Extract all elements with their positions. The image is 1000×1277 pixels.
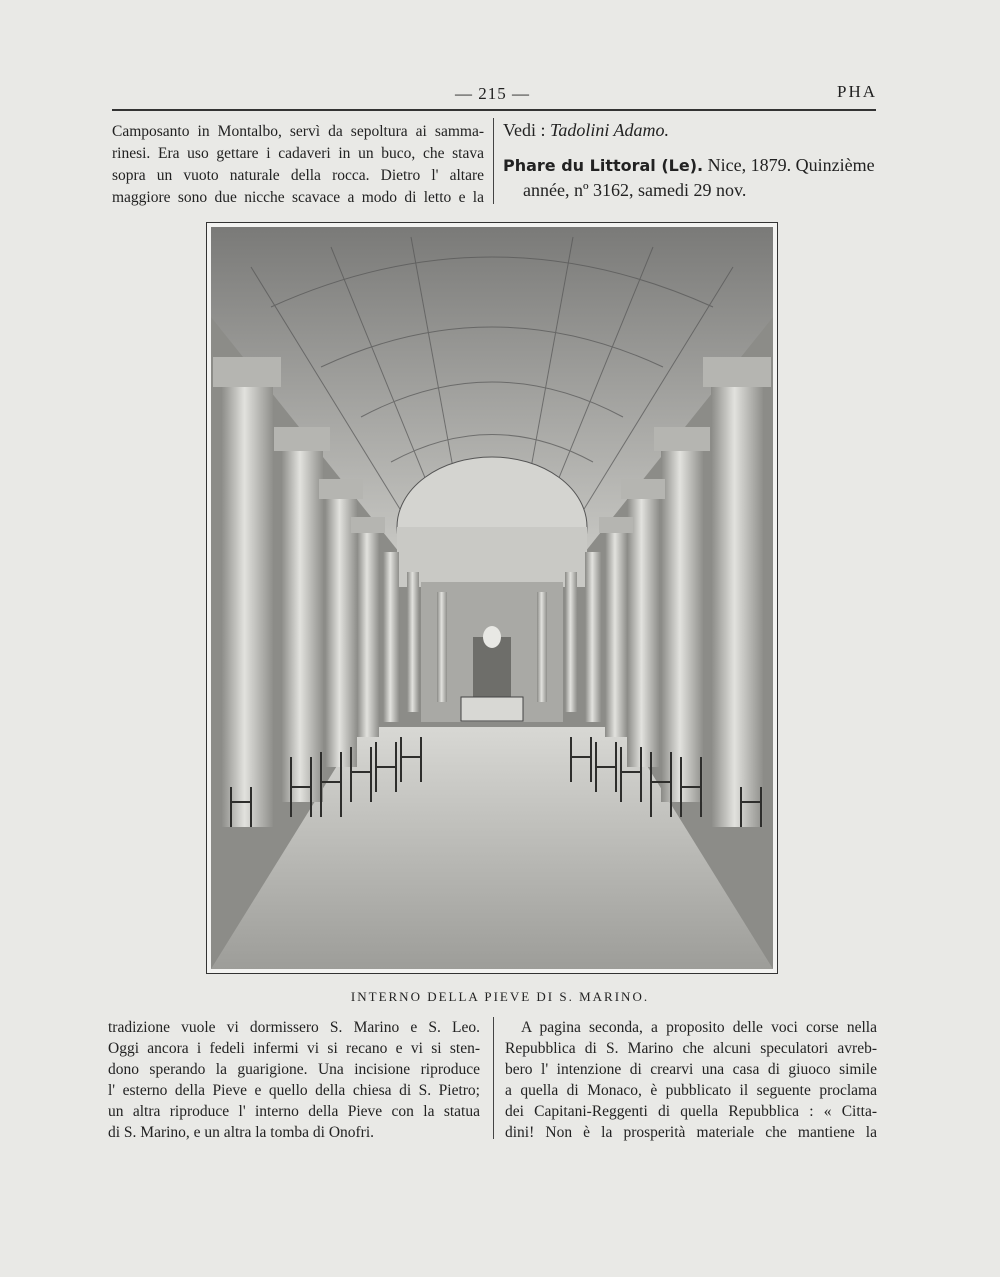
page-number: — 215 — (455, 84, 530, 103)
header-rule (112, 109, 876, 111)
bottom-left-column (108, 1017, 480, 1143)
text-line: maggiore sono due nicche scavace a modo di letto e la (112, 189, 484, 206)
bibliography-entry (503, 153, 876, 202)
text-line: rinesi. Era uso gettare i cadaveri in un buco, che stava (112, 145, 484, 162)
figure-caption: INTERNO DELLA PIEVE DI S. MARINO. (350, 989, 650, 1004)
text-line: dono sperando la guarigione. Una incisione riproduce (108, 1061, 480, 1078)
church-interior-photo (206, 222, 778, 974)
nave-engraving (211, 227, 773, 969)
top-left-column (112, 121, 484, 209)
text-line: sopra un vuoto naturale della rocca. Dietro l' altare (112, 167, 484, 184)
running-head: PHA (837, 82, 878, 101)
text-line: l' esterno della Pieve e quello della chiesa di S. Pietro; (108, 1082, 480, 1099)
vedi-reference: Tadolini Adamo. (550, 120, 670, 140)
text-line: un altra riproduce l' interno della Pieve con la statua (108, 1103, 480, 1120)
top-right-column (503, 118, 876, 202)
text-line: dei Capitani-Reggenti di quella Repubblica : « Citta- (505, 1103, 877, 1120)
text-line: bero l' intenzione di crearvi una casa di giuoco simile (505, 1061, 877, 1078)
column-rule-top (493, 118, 494, 204)
text-line: Oggi ancora i fedeli infermi vi si recano e vi si sten- (108, 1040, 480, 1057)
text-line: Camposanto in Montalbo, servì da sepoltura ai samma- (112, 123, 484, 140)
column-rule-bottom (493, 1017, 494, 1139)
text-line: Repubblica di S. Marino che alcuni speculatori avreb- (505, 1040, 877, 1057)
entry-line-2: année, nº 3162, samedi 29 nov. (523, 180, 747, 200)
bottom-right-column (505, 1017, 877, 1143)
cross-reference (503, 118, 876, 142)
text-line: a quella di Monaco, è pubblicato il seguente proclama (505, 1082, 877, 1099)
entry-line-1: Nice, 1879. Quinzième (703, 155, 875, 175)
vedi-prefix: Vedi : (503, 120, 550, 140)
text-line: tradizione vuole vi dormissero S. Marino e S. Leo. (108, 1019, 480, 1036)
text-line: di S. Marino, e un altra la tomba di Onofri. (108, 1124, 375, 1141)
text-line: dini! Non è la prosperità materiale che mantiene la (505, 1124, 877, 1141)
text-line: A pagina seconda, a proposito delle voci corse nella (521, 1019, 877, 1036)
entry-title: Phare du Littoral (Le). (503, 156, 704, 175)
